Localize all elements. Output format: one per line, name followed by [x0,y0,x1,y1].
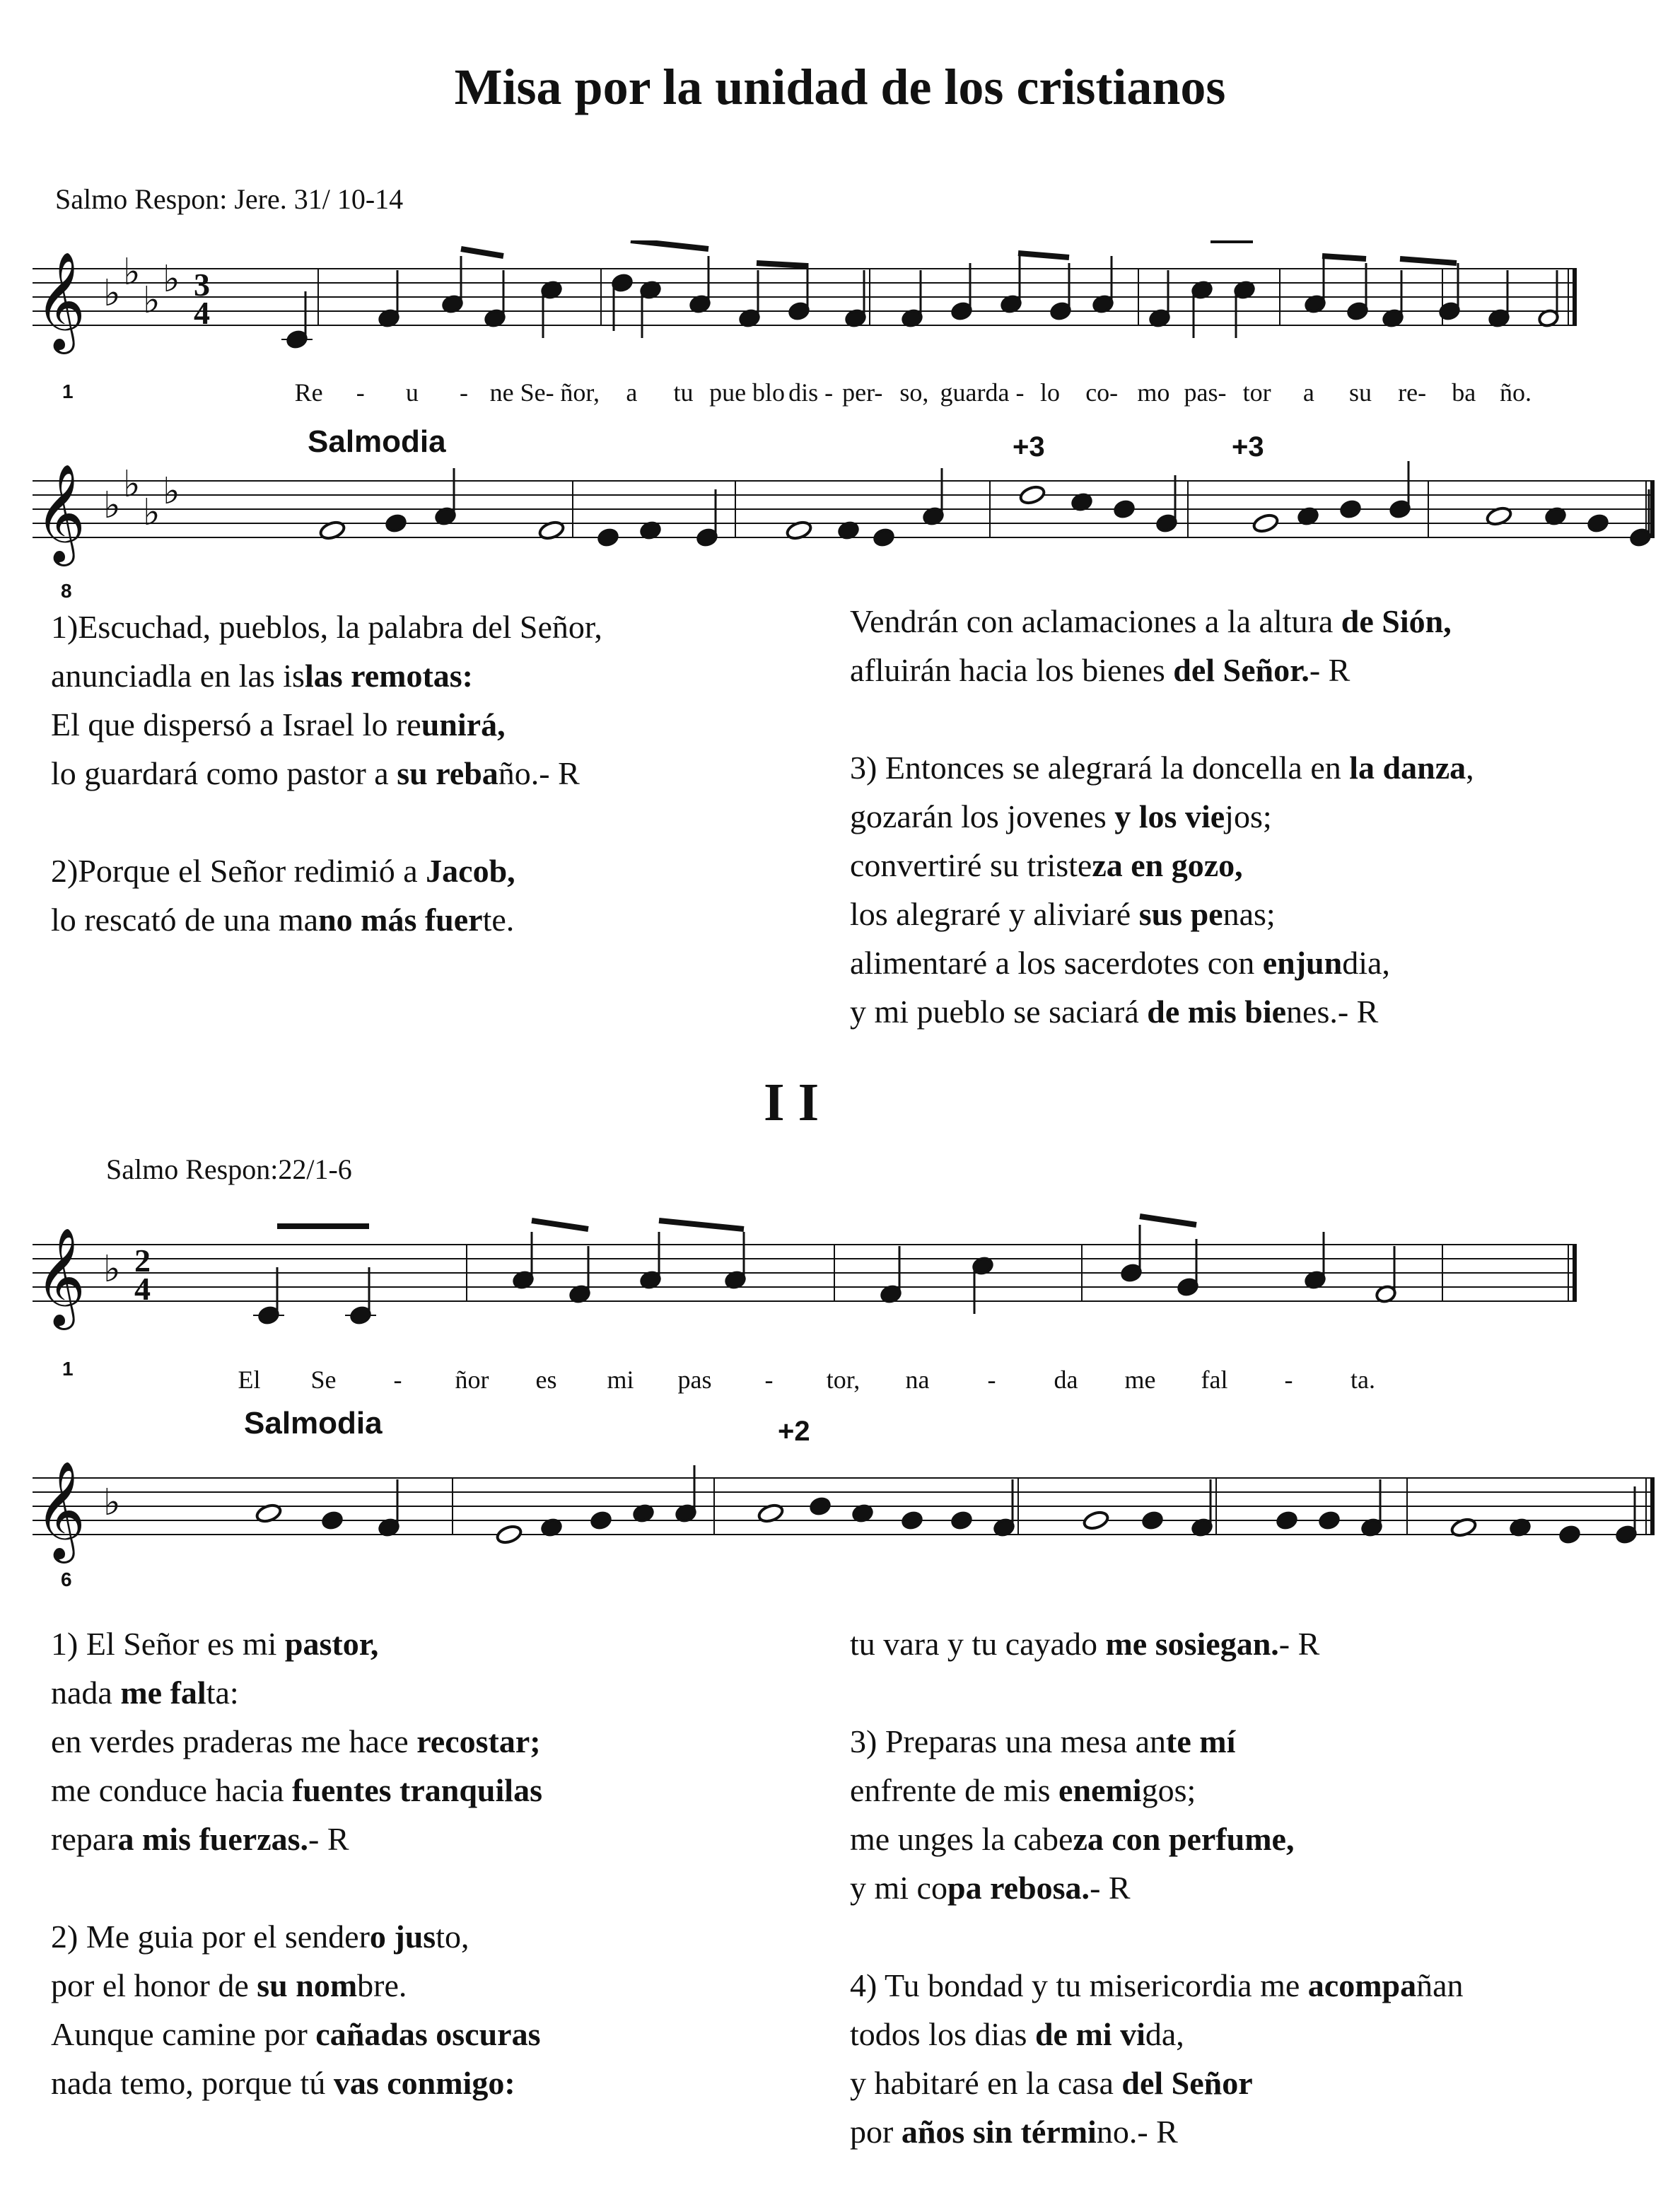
verse-tail: ta: [206,1675,239,1711]
lyric-syllable: mi [607,1366,634,1394]
verse-tail: , [1466,750,1474,786]
verse-tail: da, [1145,2016,1184,2052]
verse-accent: no más fuer [318,902,483,938]
flat-icon: ♭ [103,272,121,315]
verse-accent: y los vie [1114,798,1225,834]
verse-text: anunciadla en las is [51,658,305,694]
verse-text: convertiré su triste [850,847,1092,883]
verse-line [51,846,602,895]
verse-line [850,938,1474,987]
verse-text: me unges la cabe [850,1821,1073,1857]
verse-line [51,700,602,749]
note-head [1141,1510,1163,1530]
verse-line [51,603,602,651]
flat-icon: ♭ [103,484,121,527]
verse-line [850,890,1474,938]
time-signature-bottom: 4 [134,1271,151,1307]
verse-accent: cañadas oscuras [315,2016,541,2052]
verse-accent: su nom [257,1967,358,2003]
lyric-syllable: a [1302,378,1314,407]
lyric-syllable: na [905,1366,930,1394]
note-head [1252,513,1280,534]
lyric-syllable: guarda - [940,378,1025,407]
flat-icon: ♭ [123,463,141,506]
lyric-syllable: mo [1137,378,1170,407]
verse-accent: del Señor. [1173,652,1309,688]
verses-right-1 [850,597,1474,1036]
psalmody-staff-1 [28,438,1655,580]
verse-accent: su reba [397,755,498,791]
verse-accent: la danza [1349,750,1466,786]
verse-text: y mi co [850,1870,947,1906]
psalmody-mark-1b: +3 [1232,431,1264,462]
lyric-syllable: tu [673,378,694,407]
lyric-syllable: ñor [455,1366,489,1394]
note-head [1083,1510,1110,1531]
lyric-syllable: ba [1452,378,1476,407]
verse-text: 3) Entonces se alegrará la doncella en [850,750,1350,786]
verse-text: Aunque camine por [51,2016,316,2052]
verse-accent: a mis fuerzas. [117,1821,309,1857]
verse-line [850,1961,1464,2010]
lyric-syllable: pue blo [709,378,786,407]
note-head [809,1496,831,1516]
lyric-syllable: ñor, [560,378,600,407]
lyric-syllable: pas- [1184,378,1227,407]
antiphon-lyrics-2 [212,1365,1400,1395]
verse-text: me conduce hacia [51,1772,292,1808]
stanza-gap [850,694,1474,743]
verse-line [51,1668,542,1717]
flat-icon: ♭ [103,1482,121,1524]
lyric-syllable: per- [842,378,883,407]
flat-icon: ♭ [123,251,141,293]
stanza-gap [51,1863,542,1912]
stanza-gap [850,1668,1464,1717]
verse-line [850,1717,1464,1766]
verse-line [850,2107,1464,2156]
note-head [1318,1510,1340,1530]
measure-number-1: 1 [62,380,74,402]
note-head [901,1510,923,1530]
verse-line [51,1717,542,1766]
note-head [1019,484,1046,506]
verse-text: Vendrán con aclamaciones a la altura [850,603,1341,639]
verse-text: nada [51,1675,121,1711]
verses-left-1 [51,603,602,944]
treble-clef-icon: 𝄞 [35,1228,86,1326]
verse-text: lo rescató de una ma [51,902,319,938]
verses-left-2 [51,1619,542,2107]
flat-icon: ♭ [103,1248,121,1291]
antiphon-staff-1 [28,240,1584,382]
psalmody-mark-2a: +2 [778,1416,810,1447]
verse-accent: unirá, [421,706,506,743]
lyric-syllable: fal [1201,1366,1228,1394]
verse-text: 1)Escuchad, pueblos, la palabra del [51,609,520,645]
verse-text: alimentaré a los sacerdotes con [850,945,1263,981]
lyric-syllable: es [535,1366,557,1394]
verse-line [850,743,1474,792]
verse-line [51,2010,542,2059]
verse-accent: las remotas: [304,658,473,694]
treble-clef-icon: 𝄞 [35,1461,86,1559]
verse-text: 4) Tu bondad y tu misericordia me [850,1967,1308,2003]
psalmody-label-2: Salmodia [244,1406,383,1440]
verse-text: enfrente de mis [850,1772,1059,1808]
verse-text: 2) Me guia por el sender [51,1919,370,1955]
lyric-syllable: tor [1242,378,1271,407]
beam [659,1221,744,1229]
verse-accent: za con perfume, [1073,1821,1295,1857]
note-head [385,513,407,533]
lyric-syllable: da [1054,1366,1078,1394]
lyric-syllable: El [238,1366,261,1394]
verse-tail: gos; [1141,1772,1196,1808]
verse-line [51,1912,542,1961]
verse-text: 3) Preparas una mesa an [850,1723,1167,1759]
flat-icon: ♭ [143,279,161,322]
lyric-syllable: co- [1085,378,1119,407]
verse-tail: nas; [1223,896,1276,932]
verses-right-2 [850,1619,1464,2156]
verse-line [51,2059,542,2107]
lyric-syllable: lo [1040,378,1061,407]
note-head [950,1510,972,1530]
note-head [1339,499,1361,519]
lyric-syllable: - [393,1366,402,1394]
note-head [873,528,894,547]
verse-accent: de mis bie [1147,994,1287,1030]
verse-accent: pastor, [284,1626,379,1662]
beam [461,249,503,256]
verse-tail: no.- R [1096,2114,1178,2150]
treble-clef-icon: 𝄞 [35,252,86,350]
flat-icon: ♭ [163,258,180,301]
verse-accent: enemi [1058,1772,1142,1808]
time-signature-top: 2 [134,1242,151,1279]
verse-line [850,1766,1464,1815]
verse-line [850,2010,1464,2059]
verse-tail: Señor, [519,609,602,645]
verse-accent: me sosiegan. [1105,1626,1279,1662]
verse-text: por el honor de [51,1967,257,2003]
lyric-syllable: ne Se- [489,378,554,407]
verse-accent: pa rebosa. [947,1870,1090,1906]
verse-accent: Jacob, [426,853,515,889]
verse-text: y mi pueblo se saciará [850,994,1148,1030]
flat-icon: ♭ [143,491,161,534]
note-head [1113,499,1135,519]
verse-text: en verdes praderas me hace [51,1723,417,1759]
beam [1400,259,1457,263]
lyric-syllable: - [764,1366,774,1394]
verse-text: todos los dias [850,2016,1035,2052]
antiphon-staff-2 [28,1202,1584,1344]
verse-text: repar [51,1821,118,1857]
verse-line [850,646,1474,694]
page-title: Misa por la unidad de los cristianos [454,59,1226,115]
verse-tail: - R [1309,652,1351,688]
verse-tail: ño.- R [498,755,580,791]
psalmody-measure-number-2: 6 [61,1568,72,1590]
lyric-syllable: su [1348,378,1372,407]
verse-text: 1) El Señor es mi [51,1626,285,1662]
verse-text: los alegraré y aliviaré [850,896,1139,932]
lyric-syllable: - [987,1366,996,1394]
verse-line [850,2059,1464,2107]
psalm-reference-1: Salmo Respon: Jere. 31/ 10-14 [55,183,404,215]
verse-text: lo guardará como pastor a [51,755,397,791]
verse-text: gozarán los jovenes [850,798,1115,834]
lyric-syllable: so, [899,378,929,407]
beam [631,240,708,249]
lyric-syllable: Re [294,378,323,407]
lyric-syllable: ño. [1499,378,1532,407]
lyric-syllable: a [626,378,638,407]
lyric-syllable: re- [1398,378,1427,407]
verse-line [850,987,1474,1036]
stanza-gap [51,798,602,846]
beam [1018,253,1069,257]
verse-tail: - R [308,1821,349,1857]
lyric-syllable: me [1124,1366,1156,1394]
verse-tail: - R [1090,1870,1131,1906]
verse-text: y habitaré en la casa [850,2065,1122,2101]
verse-text: El que dispersó a Israel lo re [51,706,421,743]
verse-line [850,1619,1464,1668]
verse-text: nada temo, porque tú [51,2065,334,2101]
verse-line [850,841,1474,890]
psalmody-mark-1a: +3 [1013,431,1045,462]
verse-tail: bre. [357,1967,407,2003]
verse-line [51,651,602,700]
psalm-reference-2: Salmo Respon:22/1-6 [106,1153,352,1185]
verse-tail: to, [436,1919,469,1955]
section-number: I I [764,1073,819,1132]
antiphon-lyrics-1 [283,378,1541,407]
measure-number-2: 1 [62,1358,74,1380]
verse-text: tu vara y tu cayado [850,1626,1106,1662]
psalmody-staff-2 [28,1428,1655,1570]
note-head [1276,1510,1297,1530]
note-head [496,1524,523,1545]
lyric-syllable: ta. [1351,1366,1375,1394]
beam [1322,256,1366,259]
verse-text: por [850,2114,902,2150]
treble-clef-icon: 𝄞 [35,464,86,562]
verse-accent: años sin térmi [901,2114,1097,2150]
verse-tail: jos; [1225,798,1272,834]
verse-tail: - R [1278,1626,1320,1662]
psalmody-label-1: Salmodia [308,424,446,459]
lyric-syllable: - [1284,1366,1293,1394]
lyric-syllable: Se [310,1366,337,1394]
lyric-syllable: - [460,378,469,407]
lyric-syllable: tor, [826,1366,861,1394]
verse-accent: fuentes tranquilas [291,1772,542,1808]
verse-line [51,1961,542,2010]
verse-tail: ñan [1416,1967,1464,2003]
lyric-syllable: u [405,378,419,407]
verse-accent: me fal [120,1675,206,1711]
verse-accent: del Señor [1121,2065,1253,2101]
verse-line [51,1766,542,1815]
verse-accent: de mi vi [1034,2016,1145,2052]
time-signature-top: 3 [194,267,210,303]
note-head [321,1510,343,1530]
verse-accent: enjun [1262,945,1343,981]
verse-accent: recostar; [416,1723,541,1759]
verse-line [850,1863,1464,1912]
verse-accent: acompa [1307,1967,1417,2003]
verse-accent: sus pe [1138,896,1223,932]
verse-line [51,1619,542,1668]
verse-accent: o jus [369,1919,436,1955]
beam [757,263,807,266]
verse-accent: za en gozo, [1092,847,1243,883]
verse-accent: vas conmigo: [333,2065,515,2101]
verse-line [51,749,602,798]
verse-tail: dia, [1342,945,1390,981]
verse-line [51,895,602,944]
note-head [590,1510,612,1530]
verse-tail: nes.- R [1286,994,1379,1030]
verse-line [850,792,1474,841]
verse-tail: te. [482,902,515,938]
beam [532,1221,588,1229]
stanza-gap [850,1912,1464,1961]
verse-text: afluirán hacia los bienes [850,652,1174,688]
beam [1140,1216,1196,1225]
lyric-syllable: dis - [788,378,834,407]
time-signature-bottom: 4 [194,295,210,331]
psalmody-measure-number-1: 8 [61,580,72,602]
flat-icon: ♭ [163,470,180,513]
verse-line [850,1815,1464,1863]
note-head [1558,1525,1580,1544]
verse-line [51,1815,542,1863]
note-head [1587,513,1609,533]
verse-line [850,597,1474,646]
lyric-syllable: pas [677,1366,712,1394]
lyric-syllable: - [356,378,365,407]
verse-text: 2)Porque el Señor redimió a [51,853,426,889]
verse-accent: te mí [1166,1723,1236,1759]
note-head [597,528,619,547]
verse-accent: de Sión, [1341,603,1452,639]
